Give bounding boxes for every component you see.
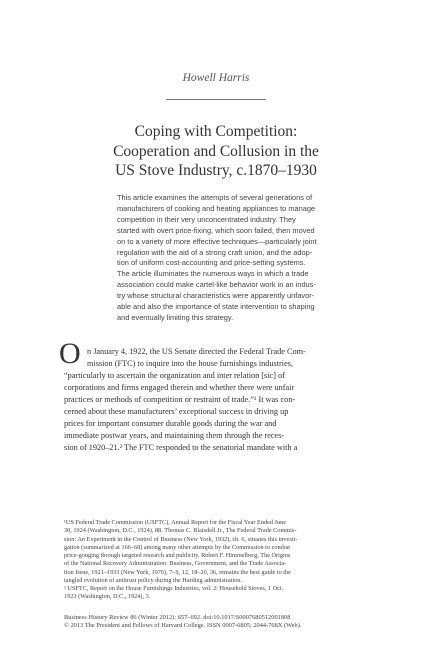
abstract-line: association could make cartel-like behavior work in an indus-: [117, 280, 316, 290]
title-line: Cooperation and Collusion in the: [113, 142, 319, 160]
author-rule: [166, 99, 266, 100]
title-line: US Stove Industry, c.1870–1930: [115, 162, 317, 179]
footnote-line: ¹US Federal Trade Commission (USFTC), Annual Report for the Fiscal Year Ended June: [64, 519, 287, 526]
body-line: mission (FTC) to inquire into the house furnishings industries,: [87, 358, 294, 368]
article-title: [60, 122, 372, 181]
title-line: Coping with Competition:: [134, 123, 298, 140]
footnote-line: of the National Recovery Administration: Business, Government, and the Trade Associa-: [64, 560, 287, 568]
body-line: immediate postwar years, and maintaining them through the reces-: [64, 430, 285, 440]
abstract-line: and eventually limiting this strategy.: [117, 312, 234, 322]
body-line: practices or methods of competition or restraint of trade.”¹ It was con-: [64, 394, 296, 404]
body-line: cerned about these manufacturers’ exceptional success in driving up: [64, 406, 289, 416]
abstract-line: manufacturers of cooking and heating appliances to manage: [117, 203, 316, 213]
abstract-line: able and also the importance of state intervention to shaping: [117, 302, 315, 312]
footnote-line: 1923 (Washington, D.C., 1924), 3.: [64, 593, 151, 601]
abstract-line: The article illuminates the numerous ways in which a trade: [117, 269, 309, 279]
footnote-line: gation (summarized at 166–68) among many other attempts by the Commission to combat: [64, 543, 291, 551]
abstract-line: started with overt price-fixing, which soon failed, then moved: [117, 225, 315, 235]
abstract-line: regulation with the aid of a strong craft union, and the adop-: [117, 247, 313, 257]
footnote-line: ² USFTC, Report on the House Furnishings Industries, vol. 2: Household Stoves, 1 Oct.: [64, 585, 284, 592]
abstract-line: try whose structural characteristics were apparently unfavor-: [117, 291, 315, 301]
abstract: [117, 193, 317, 324]
body-line: n January 4, 1922, the US Senate directed the Federal Trade Com-: [87, 347, 306, 356]
footnotes: [64, 519, 373, 602]
citation-line: Business History Review 86 (Winter 2012): 657–692. doi:10.1017/S0007680512001808: [64, 614, 291, 621]
body-line: sion of 1920–21.² The FTC responded to the senatorial mandate with a: [64, 442, 298, 452]
footnote-line: 30, 1924 (Washington, D.C., 1924), 88. Thomas C. Blaisdell Jr., The Federal Trade Commis-: [64, 527, 297, 535]
journal-citation: [64, 614, 373, 631]
abstract-line: This article examines the attempts of several generations of: [117, 193, 313, 202]
footnote-line: tion Issue, 1921–1933 (New York, 1976), 7–9, 12, 18–20, 36, remains the best guide to the: [64, 568, 291, 576]
body-line: “particularly to ascertain the organization and inter relation [sic] of: [64, 370, 285, 380]
citation-line: © 2013 The President and Fellows of Harvard College. ISSN 0007-6805; 2044-768X (Web).: [64, 622, 302, 630]
body-line: prices for important consumer durable goods during the war and: [64, 418, 277, 428]
body-text: [64, 346, 373, 454]
abstract-line: tion of uniform cost-accounting and price-setting systems.: [117, 258, 306, 268]
author-name: Howell Harris: [182, 72, 250, 84]
abstract-line: on to a variety of more effective techniques—particularly joint: [117, 236, 317, 246]
footnote-line: tangled evolution of antitrust policy during the Harding administration.: [64, 576, 242, 584]
abstract-line: competition in their very unconcentrated industry. They: [117, 214, 296, 224]
footnote-line: sion: An Experiment in the Control of Business (New York, 1932), ch. 6, situates this investi-: [64, 535, 298, 543]
drop-cap: O: [59, 337, 81, 370]
footnote-line: price-gouging through targeted research and publicity. Robert F. Himmelberg, The Origins: [64, 552, 291, 559]
body-line: corporations and firms engaged therein and whether there were unfair: [64, 382, 295, 392]
